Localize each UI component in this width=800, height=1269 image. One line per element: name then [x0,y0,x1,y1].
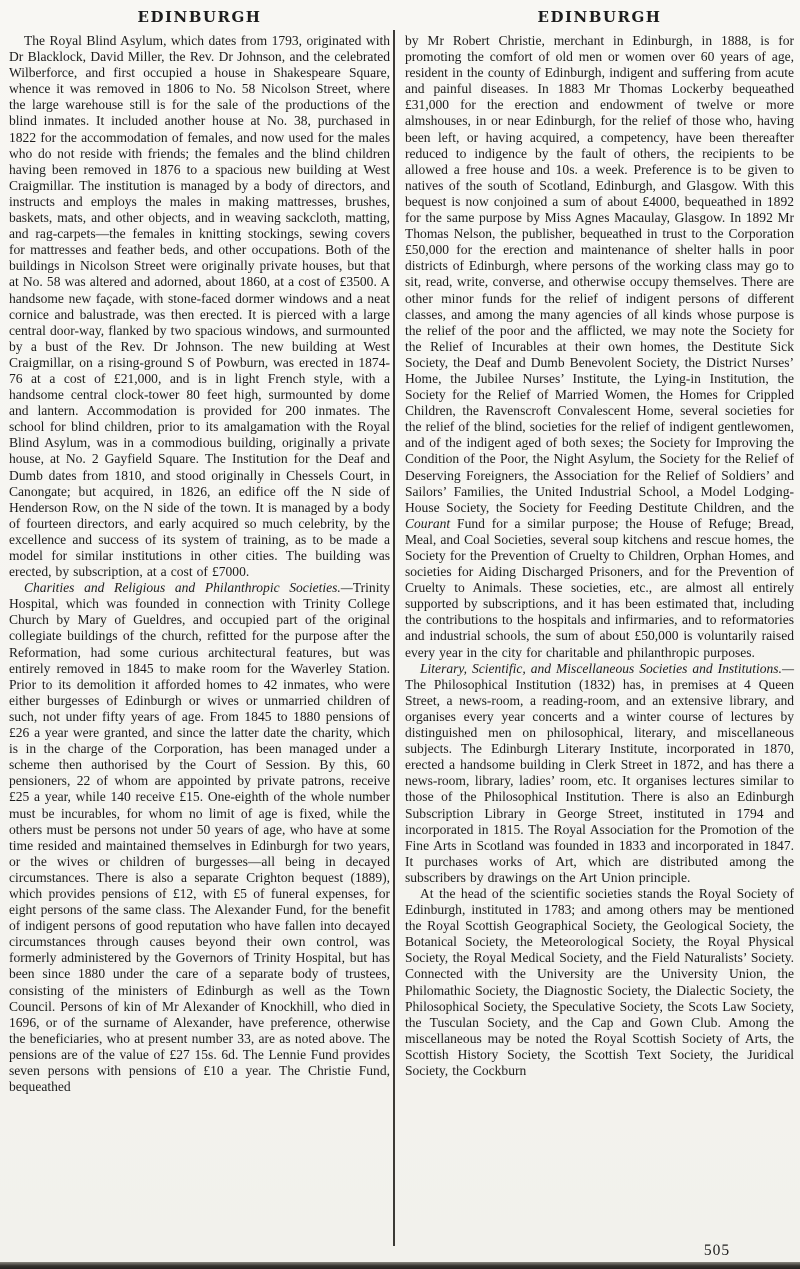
column-divider-rule [393,30,395,1246]
paragraph [9,33,390,580]
italic-text-run: Literary, Scientific, and Miscellaneous Societies and Institutions.— [420,660,794,676]
text-run: by Mr Robert Christie, merchant in Edinburgh, in 1888, is for promoting the comfort of old men or women over 60 years of age, resident in the county of Edinburgh, indigent and suffering from acute and painful diseases. In 1883 Mr Thomas Lockerby bequeathed £31,000 for the erection and endowment of twelve or more almshouses, in or near Edinburgh, for the relief of those who, having been left, or having acquired, a competency, have been thereafter reduced to indigence by the fault of others, the recipients to be allowed a free house and 10s. a week. Preference is to be given to natives of the south of Scotland, Edinburgh, and Glasgow. With this bequest is now conjoined a sum of about £4000, bequeathed in 1892 for the same purpose by Miss Agnes Macaulay, Glasgow. In 1892 Mr Thomas Nelson, the publisher, bequeathed in trust to the Corporation £50,000 for the erection and maintenance of shelter halls in poor districts of Edinburgh, where persons of the working class may go to sit, read, write, converse, and otherwise occupy themselves. There are other minor funds for the relief of indigent persons of different classes, and among the many agencies of all kinds whose purpose is the relief of the poor and the afflicted, we may note the Society for the Relief of Incurables at their own homes, the Destitute Sick Society, the Deaf and Dumb Benevolent Society, the District Nurses’ Home, the Jubilee Nurses’ Institute, the Lying-in Institution, the Society for the Relief of Married Women, the Homes for Crippled Children, the Ravenscroft Convalescent Home, several societies for the relief of the blind, societies for the relief of indigent gentlewomen, and of the indigent aged of both sexes; the Society for Improving the Condition of the Poor, the Night Asylum, the Society for the Relief of Deserving Foreigners, the Association for the Relief of Soldiers’ and Sailors’ Families, the United Industrial School, a Model Lodging-House Society, the Society for Feeding Destitute Children, and the [405,33,794,515]
text-run: Fund for a similar purpose; the House of Refuge; Bread, Meal, and Coal Societies, several soup kitchens and rescue homes, the Society for the Prevention of Cruelty to Children, Orphan Homes, and societies for Aiding Discharged Prisoners, and for the Prevention of Cruelty to Animals. These societies, etc., are almost all entirely supported by subscriptions, and it has been estimated that, including the contributions to the hospitals and infirmaries, and to reformatories and industrial schools, the sum of about £50,000 is voluntarily raised every year in the city for charitable and philanthropic purposes. [405,515,794,660]
text-run: Trinity Hospital, which was founded in connection with Trinity College Church by Mary of Gueldres, and occupied part of the original collegiate buildings of the church, refitted for the purpose after the Reformation, had some curious architectural features, but was entirely removed in 1845 to make room for the Waverley Station. Prior to its demolition it afforded homes to 42 inmates, who were either burgesses of Edinburgh or wives or unmarried children of such, not under fifty years of age. From 1845 to 1880 pensions of £26 a year were granted, and since the latter date the charity, which is in the charge of the Corporation, has been managed under a scheme then authorised by the Court of Session. By this, 60 pensioners, 22 of whom are appointed by private patrons, receive £25 a year, while 140 receive £15. One-eighth of the whole number must be incurables, for whom no limit of age is fixed, while the others must be persons not under 50 years of age, who have at some time resided and maintained themselves in Edinburgh for two years, or the wives or children of burgesses—all being in decayed circumstances. There is also a separate Crighton bequest (1889), which provides pensions of £12, with £5 of funeral expenses, for eight persons of the same class. The Alexander Fund, for the benefit of indigent persons of good reputation who have fallen into decayed circumstances through causes beyond their own control, was formerly administered by the Governors of Trinity Hospital, but has been since 1880 under the care of a separate body of trustees, consisting of the ministers of Edinburgh as well as the Town Council. Persons of kin of Mr Alexander of Knockhill, who died in 1696, or of the surname of Alexander, have preference, otherwise the beneficiaries, who at present number 33, are as noted above. The pensions are of the value of £27 15s. 6d. The Lennie Fund provides seven persons with pensions of £10 a year. The Christie Fund, bequeathed [9,580,390,1095]
column-left-text [9,33,390,1095]
paragraph [9,580,390,1095]
running-head-left: EDINBURGH [137,8,262,26]
text-run: The Royal Blind Asylum, which dates from 1793, originated with Dr Blacklock, David Miller, the Rev. Dr Johnson, and the celebrated Wilberforce, and first occupied a house in Shakespeare Square, whence it was removed in 1806 to No. 58 Nicolson Street, where the large warehouse still is for the sale of the productions of the blind inmates. It included another house at No. 38, purchased in 1822 for the accommodation of females, and now used for the males who do not reside with friends; the females and the blind children having been removed in 1876 to a spacious new building at West Craigmillar. The institution is managed by a body of directors, and instructs and employs the males in making mattresses, brushes, baskets, mats, and other objects, and in weaving sackcloth, matting, and rag-carpets—the females in knitting stockings, sewing covers for mattresses and feather beds, and other occupations. Both of the buildings in Nicolson Street were originally private houses, but that at No. 58 was altered and adorned, about 1860, at a cost of £3500. A handsome new façade, with stone-faced dormer windows and a neat cornice and balustrade, was then erected. It is pierced with a large central door-way, flanked by two spacious windows, and surmounted by a bust of the Rev. Dr Johnson. The new building at West Craigmillar, on a rising-ground S of Powburn, was erected in 1874-76 at a cost of £21,000, and is in light French style, with a handsome central clock-tower 80 feet high, surmounted by dome and lantern. Accommodation is provided for 200 inmates. The school for blind children, prior to its amalgamation with the Royal Blind Asylum, was in a commodious building, originally a private house, at No. 2 Gayfield Square. The Institution for the Deaf and Dumb dates from 1810, and stood originally in Chessels Court, in Canongate; but acquired, in 1826, an edifice off the N side of Henderson Row, on the N side of the town. It is managed by a body of fourteen directors, and early acquired so much celebrity, by the excellence and success of its system of training, as to be made a model for similar institutions in other cities. The building was erected, by subscription, at a cost of £7000. [9,33,390,580]
italic-text-run: Courant [405,515,451,531]
paragraph [405,33,794,661]
running-head-right: EDINBURGH [537,8,662,26]
scan-edge-artifact [0,1262,800,1269]
column-right [405,6,794,1079]
paragraph [405,886,794,1079]
page-number: 505 [703,1242,731,1259]
column-left [9,6,390,1095]
italic-text-run: Charities and Religious and Philanthropic Societies.— [24,580,353,596]
paragraph [405,661,794,886]
text-run: The Philosophical Institution (1832) has, in premises at 4 Queen Street, a news-room, a reading-room, and an extensive library, and organises every year concerts and a winter course of lectures by distinguished men on philosophical, literary, and miscellaneous subjects. The Edinburgh Literary Institute, incorporated in 1870, erected a handsome building in Clerk Street in 1872, and has there a news-room, library, ladies’ room, etc. It organises lectures similar to those of the Philosophical Institution. There is also an Edinburgh Subscription Library in George Street, instituted in 1794 and incorporated in 1815. The Royal Association for the Promotion of the Fine Arts in Scotland was founded in 1833 and incorporated in 1847. It purchases works of Art, which are distributed among the subscribers by drawings on the Art Union principle. [405,676,794,885]
text-run: At the head of the scientific societies stands the Royal Society of Edinburgh, instituted in 1783; and among others may be mentioned the Royal Scottish Geographical Society, the Geological Society, the Botanical Society, the Meteorological Society, the Royal Physical Society, the Royal Medical Society, and the Field Naturalists’ Society. Connected with the University are the University Union, the Philomathic Society, the Diagnostic Society, the Dialectic Society, the Philosophical Society, the Speculative Society, the Scots Law Society, the Tusculan Society, and the Cap and Gown Club. Among the miscellaneous may be noted the Royal Scottish Society of Arts, the Scottish History Society, the Scottish Text Society, the Juridical Society, the Cockburn [405,885,794,1078]
column-right-text [405,33,794,1079]
